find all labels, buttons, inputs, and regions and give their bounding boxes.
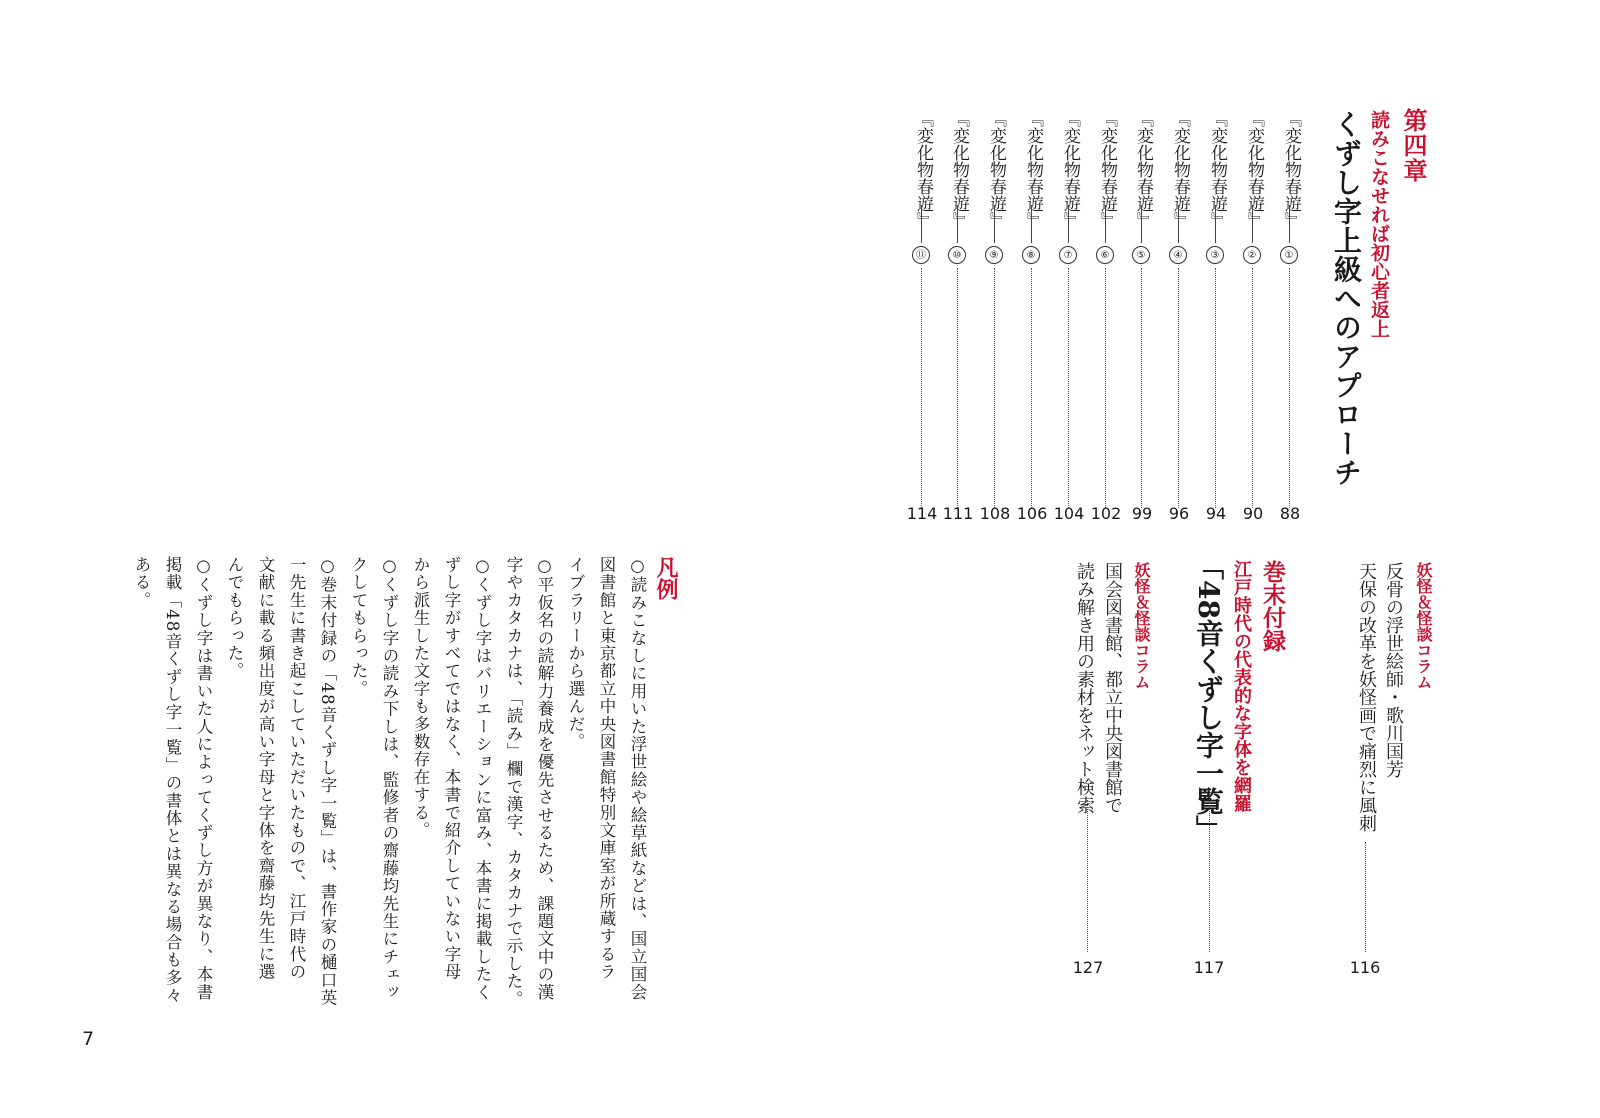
toc-entry-number: ⑪ [912,246,930,264]
hanrei-line: ○平仮名の読解力養成を優先させるため、課題文中の漢 [535,556,554,1001]
hanrei-line: ○読みこなしに用いた浮世絵や絵草紙などは、国立国会 [628,556,647,1001]
toc-entry-title: 『変化物春遊』 [1281,110,1301,229]
toc-entry[interactable] [1279,110,1301,498]
hanrei-line: から派生した文字も多数存在する。 [411,556,430,840]
page-number: 117 [1193,958,1225,977]
hanrei-line: ○くずし字はバリエーションに富み、本書に掲載したく [473,556,492,1001]
toc-entry-number: ⑥ [1096,246,1114,264]
leader-dots [1209,790,1210,952]
toc-dash [1105,205,1106,243]
hanrei-line: 掲載「48音くずし字一覧」の書体とは異なる場合も多々 [163,556,182,1005]
chapter-subtitle: 読みこなせれば初心者返上 [1368,110,1390,338]
leader-dots [1365,842,1366,952]
column-line: 国会図書館、都立中央図書館で [1102,562,1123,814]
toc-leader [1178,268,1179,508]
toc-page-number: 88 [1279,504,1301,523]
hanrei-line: ○くずし字の読み下しは、監修者の齋藤均先生にチェッ [380,556,399,1001]
toc-dash [957,205,958,243]
toc-leader [957,268,958,508]
toc-entry-number: ⑨ [985,246,1003,264]
toc-entry[interactable] [1058,110,1080,498]
toc-leader [1031,268,1032,508]
toc-entry-title: 『変化物春遊』 [949,110,969,229]
toc-entry-title: 『変化物春遊』 [1097,110,1117,229]
toc-leader [1105,268,1106,508]
toc-entry-title: 『変化物春遊』 [913,110,933,229]
column-label: 妖怪＆怪談コラム [1132,562,1151,690]
toc-page-number: 96 [1168,504,1190,523]
toc-entry[interactable] [1131,110,1153,498]
toc-page-number: 106 [1016,504,1048,523]
toc-page-number: 114 [906,504,938,523]
toc-entry[interactable] [1242,110,1264,498]
toc-entry-number: ① [1280,246,1298,264]
hanrei-line: ○くずし字は書いた人によってくずし方が異なり、本書 [194,556,213,1001]
toc-entry-number: ⑧ [1022,246,1040,264]
leader-dots [1087,800,1088,952]
page-number: 127 [1072,958,1104,977]
hanrei-line: ある。 [132,556,151,610]
appendix-title: 「48音くずし字一覧」 [1192,552,1225,843]
toc-leader [1068,268,1069,508]
toc-entry-title: 『変化物春遊』 [1023,110,1043,229]
toc-page-number: 111 [942,504,974,523]
hanrei-line: ずし字がすべてではなく、本書で紹介していない字母 [442,556,461,981]
toc-entry[interactable] [984,110,1006,498]
toc-page-number: 108 [979,504,1011,523]
toc-entry-number: ② [1243,246,1261,264]
hanrei-line: 図書館と東京都立中央図書館特別文庫室が所蔵するラ [597,556,616,981]
hanrei-line: ○巻末付録の「48音くずし字一覧」は、書作家の樋口英 [318,556,337,1007]
toc-dash [1289,205,1290,243]
toc-leader [1215,268,1216,508]
hanrei-line: 字やカタカナは、「読み」欄で漢字、カタカナで示した。 [504,556,523,1008]
toc-entry[interactable] [1095,110,1117,498]
toc-page-number: 104 [1053,504,1085,523]
toc-entry-title: 『変化物春遊』 [1207,110,1227,229]
toc-entry-number: ⑦ [1059,246,1077,264]
hanrei-line: クしてもらった。 [349,556,368,698]
toc-entry-title: 『変化物春遊』 [1060,110,1080,229]
toc-dash [1178,205,1179,243]
toc-entry[interactable] [911,110,933,498]
toc-dash [921,205,922,243]
column-line: 読み解き用の素材をネット検索 [1074,562,1095,814]
toc-entry-number: ⑩ [948,246,966,264]
toc-leader [1252,268,1253,508]
toc-entry[interactable] [1168,110,1190,498]
toc-page-number: 94 [1205,504,1227,523]
toc-entry-title: 『変化物春遊』 [986,110,1006,229]
toc-dash [1031,205,1032,243]
toc-entry-number: ⑤ [1132,246,1150,264]
toc-leader [921,268,922,508]
chapter-label: 第四章 [1399,108,1427,183]
toc-page-number: 99 [1131,504,1153,523]
toc-entry-title: 『変化物春遊』 [1244,110,1264,229]
column-line: 反骨の浮世絵師・歌川国芳 [1383,562,1404,778]
toc-entry-number: ③ [1206,246,1224,264]
toc-entry-title: 『変化物春遊』 [1170,110,1190,229]
toc-entry[interactable] [947,110,969,498]
toc-dash [994,205,995,243]
toc-dash [1141,205,1142,243]
hanrei-line: 文献に載る頻出度が高い字母と字体を齋藤均先生に選 [256,556,275,981]
column-line: 天保の改革を妖怪画で痛烈に風刺 [1356,562,1377,832]
toc-leader [1141,268,1142,508]
toc-page-number: 102 [1090,504,1122,523]
toc-entry[interactable] [1205,110,1227,498]
page-number: 116 [1349,958,1381,977]
toc-dash [1215,205,1216,243]
toc-leader [1289,268,1290,508]
appendix-label: 巻末付録 [1259,560,1285,652]
page-folio: 7 [82,1028,95,1050]
toc-dash [1252,205,1253,243]
chapter-title: くずし字上級へのアプローチ [1330,110,1363,487]
appendix-subtitle: 江戸時代の代表的な字体を網羅 [1231,560,1252,812]
hanrei-line: 一先生に書き起こしていただいたもので、江戸時代の [287,556,306,981]
toc-entry-title: 『変化物春遊』 [1133,110,1153,229]
toc-entry[interactable] [1021,110,1043,498]
hanrei-line: イブラリーから選んだ。 [566,556,585,751]
column-label: 妖怪＆怪談コラム [1414,562,1433,690]
toc-entry-number: ④ [1169,246,1187,264]
toc-page-number: 90 [1242,504,1264,523]
toc-leader [994,268,995,508]
hanrei-title: 凡例 [653,556,678,600]
toc-dash [1068,205,1069,243]
hanrei-line: んでもらった。 [225,556,244,680]
